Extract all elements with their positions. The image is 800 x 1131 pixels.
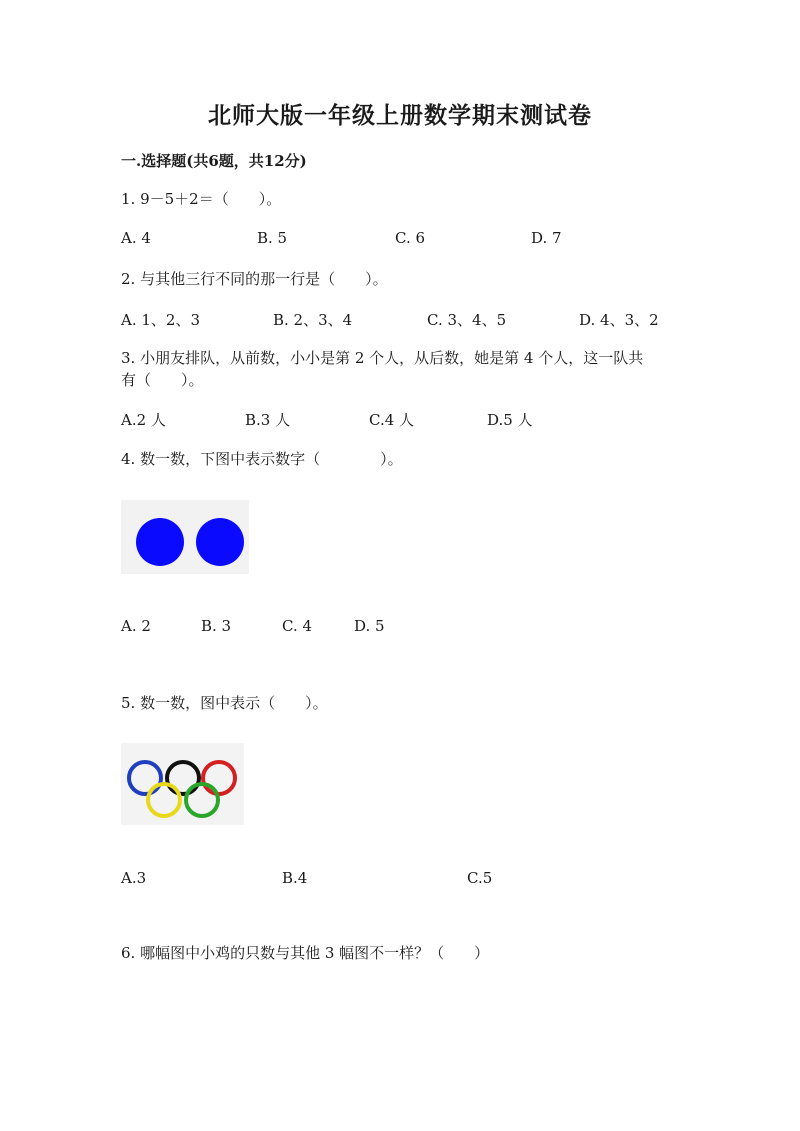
q5-option-a: A.3 xyxy=(121,869,147,887)
red-ring xyxy=(203,762,235,794)
question-4: 4. 数一数，下图中表示数字（ ）。 xyxy=(121,450,403,468)
olympic-rings-image xyxy=(121,743,244,825)
q5-option-b: B.4 xyxy=(282,869,308,887)
q3-option-c: C.4 人 xyxy=(369,411,415,429)
question-3-line-1: 3. 小朋友排队，从前数，小小是第 2 个人，从后数，她是第 4 个人，这一队共 xyxy=(121,349,644,367)
question-5: 5. 数一数，图中表示（ ）。 xyxy=(121,694,328,712)
question-6: 6. 哪幅图中小鸡的只数与其他 3 幅图不一样？（ ） xyxy=(121,944,490,962)
yellow-ring xyxy=(148,784,180,816)
q4-option-b: B. 3 xyxy=(201,617,232,635)
q3-option-b: B.3 人 xyxy=(245,411,291,429)
q2-option-a: A. 1、2、3 xyxy=(121,311,200,329)
q1-option-d: D. 7 xyxy=(531,229,562,247)
blue-circle-2 xyxy=(196,518,244,566)
q4-option-d: D. 5 xyxy=(354,617,385,635)
q4-option-c: C. 4 xyxy=(282,617,313,635)
question-3-line-2: 有（ ）。 xyxy=(121,371,204,389)
blue-ring xyxy=(129,762,161,794)
q2-option-c: C. 3、4、5 xyxy=(427,311,507,329)
q1-option-c: C. 6 xyxy=(395,229,426,247)
question-2: 2. 与其他三行不同的那一行是（ ）。 xyxy=(121,270,388,288)
black-ring xyxy=(167,762,199,794)
question-1: 1. 9－5＋2＝（ ）。 xyxy=(121,190,282,208)
green-ring xyxy=(186,784,218,816)
q3-option-d: D.5 人 xyxy=(487,411,533,429)
q2-option-b: B. 2、3、4 xyxy=(273,311,353,329)
q5-option-c: C.5 xyxy=(467,869,493,887)
blue-circle-1 xyxy=(136,518,184,566)
q1-option-a: A. 4 xyxy=(121,229,151,247)
q4-option-a: A. 2 xyxy=(121,617,151,635)
section-heading: 一.选择题(共6题，共12分) xyxy=(121,152,307,170)
page-title: 北师大版一年级上册数学期末测试卷 xyxy=(208,102,592,129)
q2-option-d: D. 4、3、2 xyxy=(579,311,659,329)
two-circles-image xyxy=(121,500,249,574)
q3-option-a: A.2 人 xyxy=(121,411,166,429)
q1-option-b: B. 5 xyxy=(257,229,288,247)
